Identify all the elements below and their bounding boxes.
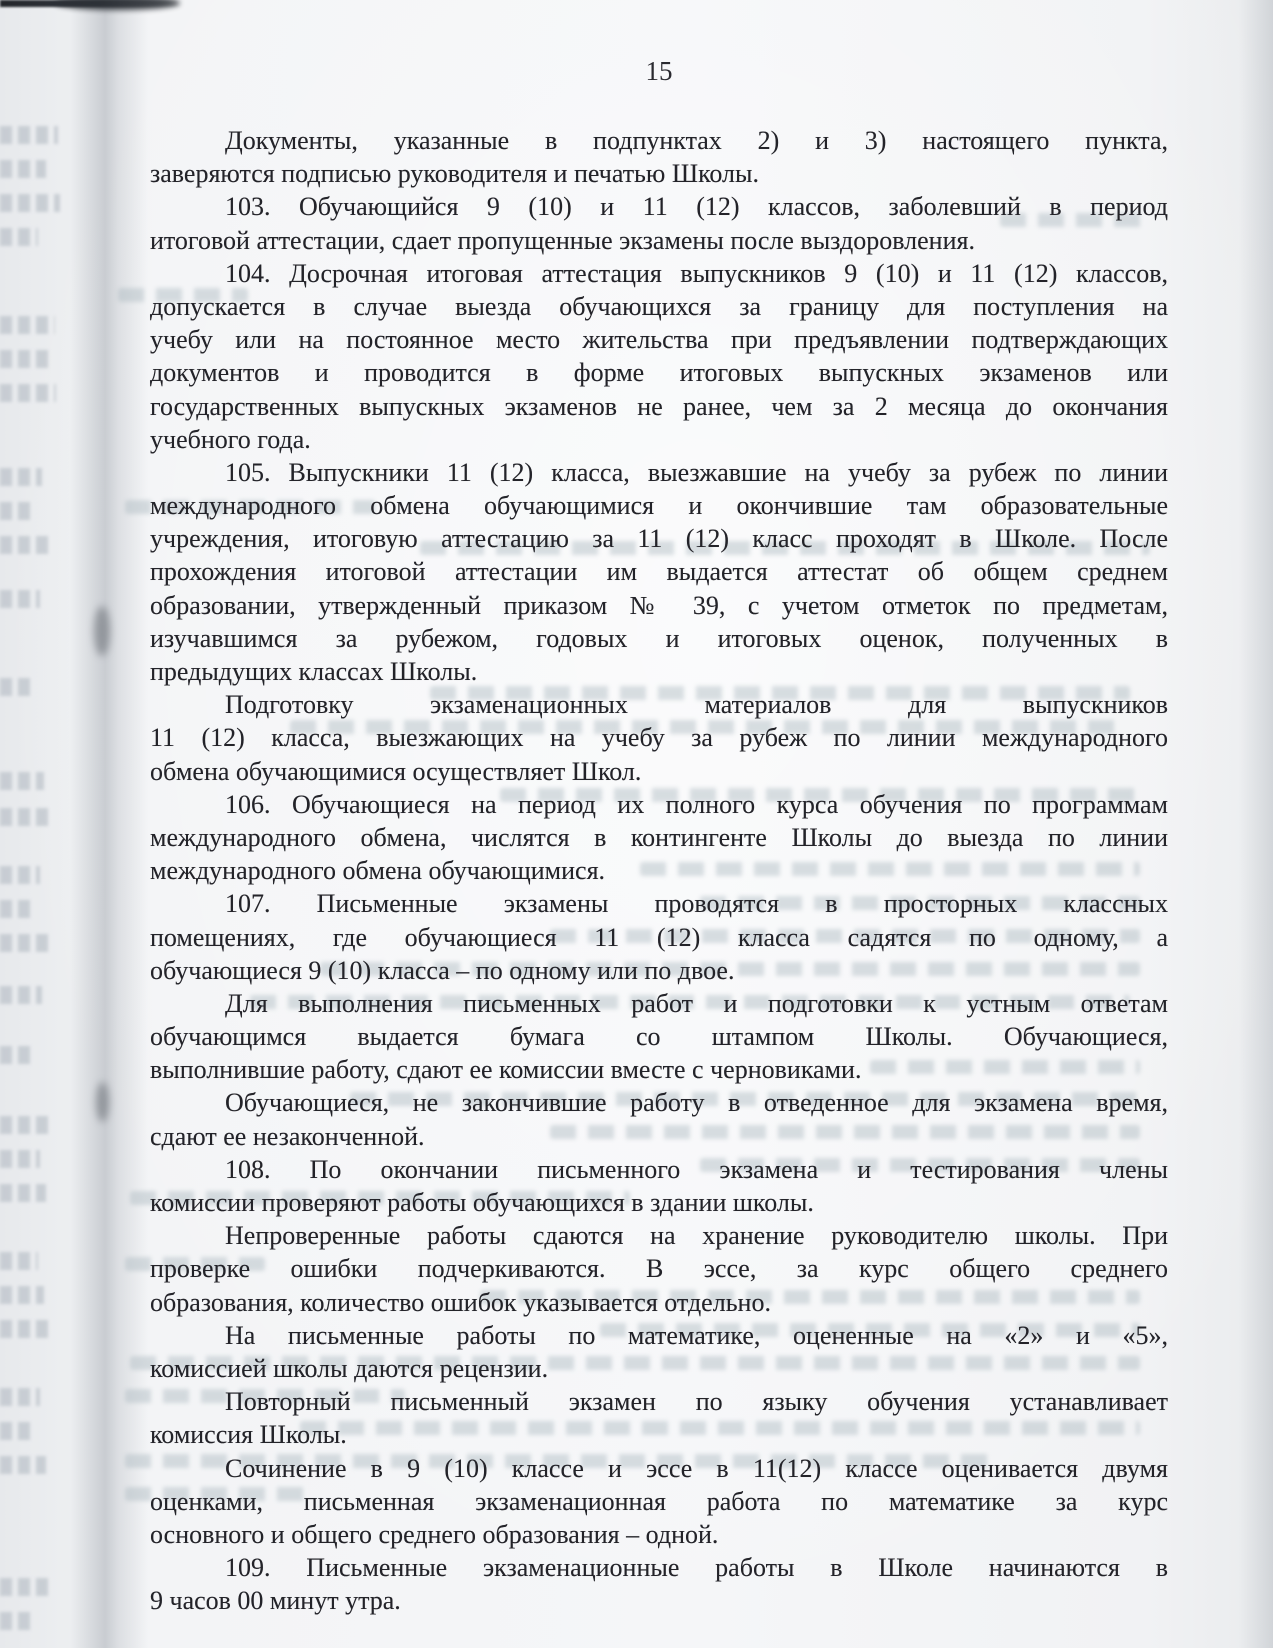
text-line: обмена обучающимися осуществляет Школ. [150,756,642,786]
ink-smudge [94,606,110,656]
edge-text-fragment [0,986,42,1004]
text-line: помещениях, где обучающиеся 11 (12) класса садятся по одному, а [150,922,1168,952]
edge-text-fragment [0,1612,36,1630]
text-line: итоговой аттестации, сдает пропущенные экзамены после выздоровления. [150,225,975,255]
text-line: Обучающиеся, не закончившие работу в отведенное для экзамена время, [225,1088,1168,1118]
page-top-edge-blob [55,0,180,10]
text-line: предыдущих классах Школы. [150,657,478,686]
text-line: основного и общего среднего образования – одной. [150,1519,719,1549]
page-number: 15 [645,56,673,86]
edge-text-fragment [0,1286,44,1304]
text-line: государственных выпускных экзаменов не ранее, чем за 2 месяца до окончания [150,391,1168,421]
text-line: учебного года. [150,424,311,454]
edge-text-fragment [0,1388,40,1406]
text-line: заверяются подписью руководителя и печатью Школы. [150,159,759,189]
text-line: международного обмена обучающимися и окончившие там образовательные [150,491,1168,521]
text-line: международного обмена обучающимися. [150,856,606,886]
text-line: комиссия Школы. [150,1420,347,1450]
body-text [150,124,1168,1617]
text-line: Сочинение в 9 (10) классе и эссе в 11(12) классе оценивается двумя [225,1453,1168,1483]
edge-text-fragment [0,384,56,402]
text-line: оценками, письменная экзаменационная работа по математике за курс [150,1486,1168,1516]
gutter-shadow [70,0,148,1648]
text-line: комиссией школы даются рецензии. [150,1353,549,1383]
text-line: Для выполнения письменных работ и подготовки к устным ответам [225,988,1168,1018]
edge-text-fragment [0,468,42,486]
page-right-shadow [1239,0,1273,1648]
text-line: выполнившие работу, сдают ее комиссии вместе с черновиками. [150,1055,862,1085]
edge-text-fragment [0,194,60,212]
text-line: обучающиеся 9 (10) класса – по одному или по двое. [150,955,735,985]
text-line: На письменные работы по математике, оцененные на «2» и «5», [225,1320,1168,1350]
edge-text-fragment [0,126,58,144]
edge-text-fragment [0,350,48,368]
text-line: учреждения, итоговую аттестацию за 11 (12) класс проходят в Школе. После [150,524,1168,554]
text-line: Повторный письменный экзамен по языку обучения устанавливает [225,1387,1168,1417]
edge-text-fragment [0,502,34,520]
edge-text-fragment [0,1456,46,1474]
text-line: 108. По окончании письменного экзамена и тестирования члены [225,1154,1168,1184]
edge-text-fragment [0,1422,34,1440]
edge-text-fragment [0,900,34,918]
text-line: Подготовку экзаменационных материалов для выпускников [225,690,1168,720]
edge-text-fragment [0,1150,40,1168]
text-line: 105. Выпускники 11 (12) класса, выезжавшие на учебу за рубеж по линии [225,457,1168,487]
text-line: сдают ее незаконченной. [150,1121,425,1151]
text-line: Непроверенные работы сдаются на хранение руководителю школы. При [225,1221,1168,1251]
text-line: обучающимся выдается бумага со штампом Школы. Обучающиеся, [150,1022,1168,1052]
text-line: учебу или на постоянное место жительства при предъявлении подтверждающих [150,325,1168,355]
edge-text-fragment [0,1046,36,1064]
text-line: изучавшимся за рубежом, годовых и итоговых оценок, полученных в [150,623,1168,653]
text-line: 103. Обучающийся 9 (10) и 11 (12) классов, заболевший в период [225,192,1168,222]
edge-text-fragment [0,866,40,884]
text-line: комиссии проверяют работы обучающихся в здании школы. [150,1188,814,1217]
text-line: образовании, утвержденный приказом № 39, с учетом отметок по предметам, [150,590,1168,620]
edge-text-fragment [0,536,50,554]
edge-text-fragment [0,1252,38,1270]
text-line: международного обмена, числятся в контингенте Школы до выезда по линии [150,822,1168,852]
edge-text-fragment [0,934,48,952]
edge-text-fragment [0,228,38,246]
text-line: документов и проводится в форме итоговых выпускных экзаменов или [150,358,1168,388]
text-line: 9 часов 00 минут утра. [150,1586,401,1616]
text-line: 106. Обучающиеся на период их полного курса обучения по программам [225,789,1168,819]
text-line: образования, количество ошибок указывается отдельно. [150,1287,771,1317]
edge-text-fragment [0,1320,52,1338]
edge-text-fragment [0,1578,48,1596]
edge-text-fragment [0,1116,50,1134]
text-line: прохождения итоговой аттестации им выдается аттестат об общем среднем [150,557,1168,587]
edge-text-fragment [0,1184,46,1202]
ink-smudge [96,1082,109,1122]
text-line: 107. Письменные экзамены проводятся в просторных классных [225,889,1168,919]
text-line: 104. Досрочная итоговая аттестация выпускников 9 (10) и 11 (12) классов, [225,258,1168,288]
text-line: 11 (12) класса, выезжающих на учебу за рубеж по линии международного [150,723,1168,753]
text-line: проверке ошибки подчеркиваются. В эссе, за курс общего среднего [150,1254,1168,1284]
edge-text-fragment [0,590,40,608]
edge-text-fragment [0,160,46,178]
edge-text-fragment [0,678,36,696]
edge-text-fragment [0,316,55,334]
text-line: допускается в случае выезда обучающихся за границу для поступления на [150,291,1168,321]
edge-text-fragment [0,772,44,790]
text-line: 109. Письменные экзаменационные работы в Школе начинаются в [225,1553,1168,1583]
text-line: Документы, указанные в подпунктах 2) и 3) настоящего пункта, [225,126,1168,155]
edge-text-fragment [0,808,52,826]
